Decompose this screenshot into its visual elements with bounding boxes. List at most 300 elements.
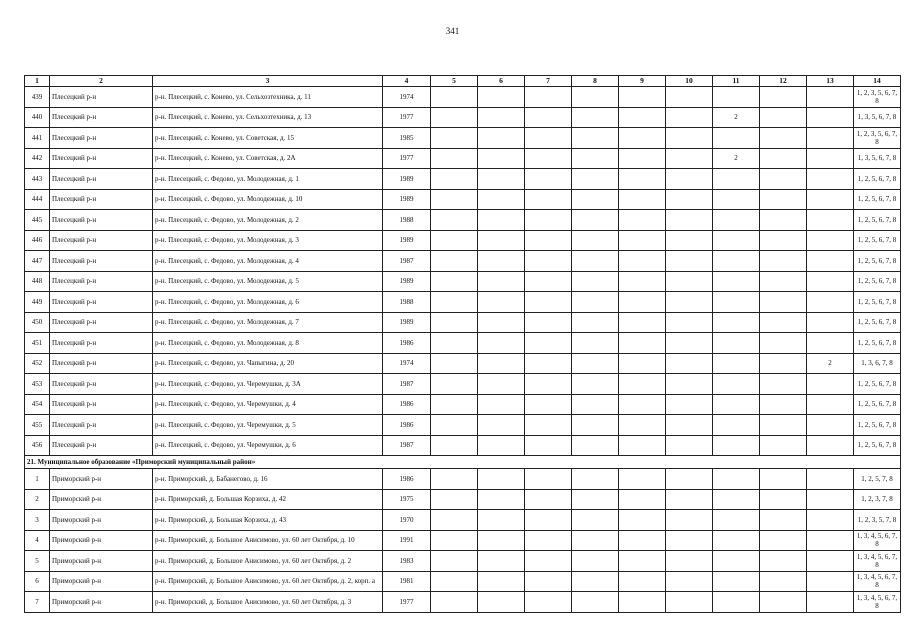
col8-cell: [572, 292, 619, 313]
col14-cell: 1, 3, 4, 5, 6, 7, 8: [854, 551, 901, 572]
page-number: 341: [445, 26, 460, 36]
district-cell: Приморский р-н: [50, 571, 153, 592]
col7-cell: [525, 571, 572, 592]
table-row: [25, 333, 901, 354]
year-cell: 1986: [383, 415, 431, 436]
table-row: [25, 312, 901, 333]
column-header: 7: [525, 76, 572, 87]
col12-cell: [760, 148, 807, 169]
col11-cell: [713, 592, 760, 613]
col6-cell: [478, 230, 525, 251]
row-number: 443: [25, 169, 50, 190]
col12-cell: [760, 469, 807, 490]
col12-cell: [760, 230, 807, 251]
col6-cell: [478, 189, 525, 210]
col6-cell: [478, 435, 525, 456]
col14-cell: 1, 2, 5, 6, 7, 8: [854, 394, 901, 415]
col12-cell: [760, 415, 807, 436]
year-cell: 1988: [383, 210, 431, 231]
col11-cell: [713, 271, 760, 292]
col11-cell: [713, 87, 760, 108]
year-cell: 1991: [383, 530, 431, 551]
col12-cell: [760, 251, 807, 272]
col7-cell: [525, 394, 572, 415]
col9-cell: [619, 87, 666, 108]
col11-cell: [713, 530, 760, 551]
col6-cell: [478, 415, 525, 436]
address-cell: р-н. Плесецкий, с. Федово, ул. Черемушки, д. 5: [153, 415, 383, 436]
year-cell: 1989: [383, 230, 431, 251]
address-cell: р-н. Плесецкий, с. Федово, ул. Черемушки, д. 4: [153, 394, 383, 415]
row-number: 442: [25, 148, 50, 169]
col14-cell: 1, 2, 5, 6, 7, 8: [854, 251, 901, 272]
row-number: 453: [25, 374, 50, 395]
year-cell: 1986: [383, 394, 431, 415]
district-cell: Плесецкий р-н: [50, 353, 153, 374]
district-cell: Плесецкий р-н: [50, 271, 153, 292]
row-number: 449: [25, 292, 50, 313]
col10-cell: [666, 374, 713, 395]
section-title: 21. Муниципальное образование «Приморский муниципальный район»: [25, 456, 901, 469]
year-cell: 1970: [383, 510, 431, 531]
col10-cell: [666, 530, 713, 551]
col8-cell: [572, 271, 619, 292]
col8-cell: [572, 435, 619, 456]
col12-cell: [760, 210, 807, 231]
table-row: [25, 469, 901, 490]
col6-cell: [478, 312, 525, 333]
col12-cell: [760, 312, 807, 333]
column-header: 13: [807, 76, 854, 87]
col13-cell: [807, 251, 854, 272]
col12-cell: [760, 292, 807, 313]
col6-cell: [478, 394, 525, 415]
col6-cell: [478, 128, 525, 149]
col7-cell: [525, 551, 572, 572]
col5-cell: [431, 394, 478, 415]
col10-cell: [666, 87, 713, 108]
col14-cell: 1, 3, 4, 5, 6, 7, 8: [854, 592, 901, 613]
col12-cell: [760, 435, 807, 456]
col12-cell: [760, 530, 807, 551]
col13-cell: [807, 435, 854, 456]
col8-cell: [572, 374, 619, 395]
col5-cell: [431, 251, 478, 272]
col13-cell: [807, 489, 854, 510]
col12-cell: [760, 374, 807, 395]
address-cell: р-н. Плесецкий, с. Федово, ул. Молодежная, д. 4: [153, 251, 383, 272]
row-number: 6: [25, 571, 50, 592]
col5-cell: [431, 189, 478, 210]
district-cell: Приморский р-н: [50, 530, 153, 551]
address-cell: р-н. Плесецкий, с. Конево, ул. Советская, д. 2А: [153, 148, 383, 169]
col10-cell: [666, 415, 713, 436]
col5-cell: [431, 271, 478, 292]
district-cell: Плесецкий р-н: [50, 148, 153, 169]
col6-cell: [478, 489, 525, 510]
year-cell: 1977: [383, 592, 431, 613]
col8-cell: [572, 128, 619, 149]
col10-cell: [666, 592, 713, 613]
table-row: [25, 169, 901, 190]
row-number: 4: [25, 530, 50, 551]
header-row: [25, 76, 901, 87]
table-row: [25, 551, 901, 572]
col8-cell: [572, 230, 619, 251]
address-cell: р-н. Приморский, д. Большая Корзиха, д. 43: [153, 510, 383, 531]
address-cell: р-н. Плесецкий, с. Федово, ул. Молодежная, д. 5: [153, 271, 383, 292]
col6-cell: [478, 551, 525, 572]
year-cell: 1981: [383, 571, 431, 592]
col7-cell: [525, 169, 572, 190]
district-cell: Плесецкий р-н: [50, 251, 153, 272]
row-number: 439: [25, 87, 50, 108]
col13-cell: [807, 148, 854, 169]
column-header: 2: [50, 76, 153, 87]
col13-cell: [807, 510, 854, 531]
col7-cell: [525, 189, 572, 210]
col7-cell: [525, 210, 572, 231]
col6-cell: [478, 592, 525, 613]
col5-cell: [431, 551, 478, 572]
col11-cell: [713, 374, 760, 395]
col9-cell: [619, 312, 666, 333]
col12-cell: [760, 510, 807, 531]
table-row: [25, 415, 901, 436]
col14-cell: 1, 3, 5, 6, 7, 8: [854, 148, 901, 169]
district-cell: Приморский р-н: [50, 469, 153, 490]
col10-cell: [666, 107, 713, 128]
col12-cell: [760, 87, 807, 108]
col12-cell: [760, 128, 807, 149]
col5-cell: [431, 210, 478, 231]
col13-cell: [807, 169, 854, 190]
col13-cell: [807, 333, 854, 354]
col11-cell: [713, 251, 760, 272]
col8-cell: [572, 530, 619, 551]
table-row: [25, 128, 901, 149]
col14-cell: 1, 2, 5, 6, 7, 8: [854, 333, 901, 354]
col5-cell: [431, 128, 478, 149]
col6-cell: [478, 469, 525, 490]
col8-cell: [572, 551, 619, 572]
district-cell: Плесецкий р-н: [50, 230, 153, 251]
col11-cell: [713, 128, 760, 149]
col6-cell: [478, 353, 525, 374]
col13-cell: [807, 571, 854, 592]
col13-cell: [807, 415, 854, 436]
col13-cell: [807, 530, 854, 551]
address-cell: р-н. Приморский, д. Большое Анисимово, ул. 60 лет Октября, д. 10: [153, 530, 383, 551]
col9-cell: [619, 592, 666, 613]
col14-cell: 1, 3, 5, 6, 7, 8: [854, 107, 901, 128]
year-cell: 1987: [383, 435, 431, 456]
col11-cell: [713, 435, 760, 456]
col10-cell: [666, 510, 713, 531]
table-row: [25, 394, 901, 415]
col9-cell: [619, 353, 666, 374]
col14-cell: 1, 2, 5, 6, 7, 8: [854, 415, 901, 436]
col5-cell: [431, 107, 478, 128]
col8-cell: [572, 87, 619, 108]
row-number: 1: [25, 469, 50, 490]
column-header: 5: [431, 76, 478, 87]
col14-cell: 1, 3, 6, 7, 8: [854, 353, 901, 374]
col11-cell: [713, 394, 760, 415]
col8-cell: [572, 592, 619, 613]
col13-cell: [807, 189, 854, 210]
col8-cell: [572, 571, 619, 592]
col13-cell: [807, 271, 854, 292]
year-cell: 1977: [383, 148, 431, 169]
row-number: 444: [25, 189, 50, 210]
col12-cell: [760, 107, 807, 128]
col12-cell: [760, 353, 807, 374]
year-cell: 1977: [383, 107, 431, 128]
year-cell: 1989: [383, 271, 431, 292]
col11-cell: [713, 230, 760, 251]
col13-cell: [807, 551, 854, 572]
col10-cell: [666, 551, 713, 572]
col10-cell: [666, 394, 713, 415]
year-cell: 1983: [383, 551, 431, 572]
table-row: [25, 489, 901, 510]
row-number: 445: [25, 210, 50, 231]
row-number: 451: [25, 333, 50, 354]
address-cell: р-н. Плесецкий, с. Федово, ул. Черемушки, д. 3А: [153, 374, 383, 395]
col11-cell: [713, 415, 760, 436]
col6-cell: [478, 251, 525, 272]
col8-cell: [572, 169, 619, 190]
col13-cell: [807, 469, 854, 490]
row-number: 440: [25, 107, 50, 128]
col13-cell: [807, 210, 854, 231]
address-cell: р-н. Плесецкий, с. Федово, ул. Молодежная, д. 2: [153, 210, 383, 231]
col14-cell: 1, 3, 4, 5, 6, 7, 8: [854, 571, 901, 592]
row-number: 452: [25, 353, 50, 374]
col10-cell: [666, 333, 713, 354]
col12-cell: [760, 489, 807, 510]
col5-cell: [431, 312, 478, 333]
col7-cell: [525, 87, 572, 108]
col5-cell: [431, 333, 478, 354]
column-header: 14: [854, 76, 901, 87]
district-cell: Плесецкий р-н: [50, 415, 153, 436]
col10-cell: [666, 169, 713, 190]
col10-cell: [666, 251, 713, 272]
address-cell: р-н. Приморский, д. Большое Анисимово, ул. 60 лет Октября, д. 2: [153, 551, 383, 572]
col6-cell: [478, 571, 525, 592]
address-cell: р-н. Плесецкий, с. Федово, ул. Молодежная, д. 6: [153, 292, 383, 313]
row-number: 448: [25, 271, 50, 292]
col10-cell: [666, 210, 713, 231]
col9-cell: [619, 435, 666, 456]
col10-cell: [666, 292, 713, 313]
address-cell: р-н. Плесецкий, с. Конево, ул. Советская, д. 15: [153, 128, 383, 149]
col6-cell: [478, 530, 525, 551]
section-row: [25, 456, 901, 469]
col9-cell: [619, 374, 666, 395]
col8-cell: [572, 107, 619, 128]
col11-cell: [713, 571, 760, 592]
col14-cell: 1, 2, 5, 6, 7, 8: [854, 230, 901, 251]
col13-cell: [807, 592, 854, 613]
row-number: 5: [25, 551, 50, 572]
col7-cell: [525, 107, 572, 128]
table-row: [25, 107, 901, 128]
year-cell: 1989: [383, 169, 431, 190]
year-cell: 1986: [383, 469, 431, 490]
column-header: 10: [666, 76, 713, 87]
col12-cell: [760, 333, 807, 354]
year-cell: 1974: [383, 353, 431, 374]
col8-cell: [572, 489, 619, 510]
address-cell: р-н. Плесецкий, с. Конево, ул. Сельхозтехника, д. 11: [153, 87, 383, 108]
row-number: 441: [25, 128, 50, 149]
col14-cell: 1, 2, 3, 7, 8: [854, 489, 901, 510]
table-row: [25, 87, 901, 108]
col13-cell: 2: [807, 353, 854, 374]
year-cell: 1989: [383, 189, 431, 210]
col11-cell: [713, 333, 760, 354]
col9-cell: [619, 415, 666, 436]
year-cell: 1989: [383, 312, 431, 333]
col8-cell: [572, 312, 619, 333]
col9-cell: [619, 510, 666, 531]
col11-cell: [713, 210, 760, 231]
col9-cell: [619, 210, 666, 231]
col5-cell: [431, 592, 478, 613]
col8-cell: [572, 510, 619, 531]
col8-cell: [572, 469, 619, 490]
col7-cell: [525, 251, 572, 272]
col14-cell: 1, 2, 3, 5, 7, 8: [854, 510, 901, 531]
col7-cell: [525, 510, 572, 531]
row-number: 454: [25, 394, 50, 415]
col6-cell: [478, 333, 525, 354]
district-cell: Плесецкий р-н: [50, 312, 153, 333]
col14-cell: 1, 2, 5, 6, 7, 8: [854, 169, 901, 190]
col12-cell: [760, 189, 807, 210]
col11-cell: 2: [713, 107, 760, 128]
col14-cell: 1, 2, 5, 7, 8: [854, 469, 901, 490]
col10-cell: [666, 469, 713, 490]
col7-cell: [525, 592, 572, 613]
table-row: [25, 271, 901, 292]
district-cell: Приморский р-н: [50, 551, 153, 572]
row-number: 7: [25, 592, 50, 613]
address-cell: р-н. Плесецкий, с. Федово, ул. Молодежная, д. 1: [153, 169, 383, 190]
district-cell: Приморский р-н: [50, 510, 153, 531]
col11-cell: [713, 169, 760, 190]
col7-cell: [525, 292, 572, 313]
col9-cell: [619, 571, 666, 592]
col14-cell: 1, 2, 5, 6, 7, 8: [854, 189, 901, 210]
col14-cell: 1, 3, 4, 5, 6, 7, 8: [854, 530, 901, 551]
address-cell: р-н. Плесецкий, с. Федово, ул. Чапыгина, д. 20: [153, 353, 383, 374]
col11-cell: [713, 469, 760, 490]
address-cell: р-н. Плесецкий, с. Федово, ул. Молодежная, д. 10: [153, 189, 383, 210]
col9-cell: [619, 148, 666, 169]
table-row: [25, 530, 901, 551]
col10-cell: [666, 189, 713, 210]
col10-cell: [666, 312, 713, 333]
col7-cell: [525, 271, 572, 292]
col8-cell: [572, 394, 619, 415]
row-number: 447: [25, 251, 50, 272]
col13-cell: [807, 128, 854, 149]
col11-cell: [713, 551, 760, 572]
column-header: 12: [760, 76, 807, 87]
address-cell: р-н. Плесецкий, с. Федово, ул. Молодежная, д. 7: [153, 312, 383, 333]
col5-cell: [431, 169, 478, 190]
col7-cell: [525, 333, 572, 354]
col5-cell: [431, 230, 478, 251]
col13-cell: [807, 292, 854, 313]
col7-cell: [525, 469, 572, 490]
address-cell: р-н. Приморский, д. Большая Корзиха, д. 42: [153, 489, 383, 510]
col13-cell: [807, 107, 854, 128]
year-cell: 1985: [383, 128, 431, 149]
col10-cell: [666, 353, 713, 374]
col11-cell: [713, 489, 760, 510]
table-row: [25, 148, 901, 169]
col9-cell: [619, 271, 666, 292]
table-row: [25, 230, 901, 251]
col6-cell: [478, 148, 525, 169]
col10-cell: [666, 489, 713, 510]
district-cell: Плесецкий р-н: [50, 87, 153, 108]
col9-cell: [619, 551, 666, 572]
table-row: [25, 353, 901, 374]
col5-cell: [431, 469, 478, 490]
col12-cell: [760, 271, 807, 292]
col7-cell: [525, 435, 572, 456]
row-number: 456: [25, 435, 50, 456]
col13-cell: [807, 230, 854, 251]
row-number: 3: [25, 510, 50, 531]
row-number: 446: [25, 230, 50, 251]
column-header: 9: [619, 76, 666, 87]
col9-cell: [619, 128, 666, 149]
col6-cell: [478, 87, 525, 108]
col10-cell: [666, 271, 713, 292]
col6-cell: [478, 107, 525, 128]
col6-cell: [478, 292, 525, 313]
col11-cell: [713, 292, 760, 313]
district-cell: Плесецкий р-н: [50, 189, 153, 210]
col9-cell: [619, 469, 666, 490]
col6-cell: [478, 210, 525, 231]
col8-cell: [572, 333, 619, 354]
col9-cell: [619, 189, 666, 210]
col11-cell: 2: [713, 148, 760, 169]
col14-cell: 1, 2, 5, 6, 7, 8: [854, 210, 901, 231]
district-cell: Плесецкий р-н: [50, 292, 153, 313]
table-row: [25, 592, 901, 613]
table-row: [25, 292, 901, 313]
col13-cell: [807, 312, 854, 333]
col5-cell: [431, 510, 478, 531]
district-cell: Приморский р-н: [50, 489, 153, 510]
col7-cell: [525, 489, 572, 510]
col10-cell: [666, 128, 713, 149]
district-cell: Плесецкий р-н: [50, 169, 153, 190]
col14-cell: 1, 2, 5, 6, 7, 8: [854, 435, 901, 456]
col13-cell: [807, 87, 854, 108]
col5-cell: [431, 87, 478, 108]
row-number: 450: [25, 312, 50, 333]
